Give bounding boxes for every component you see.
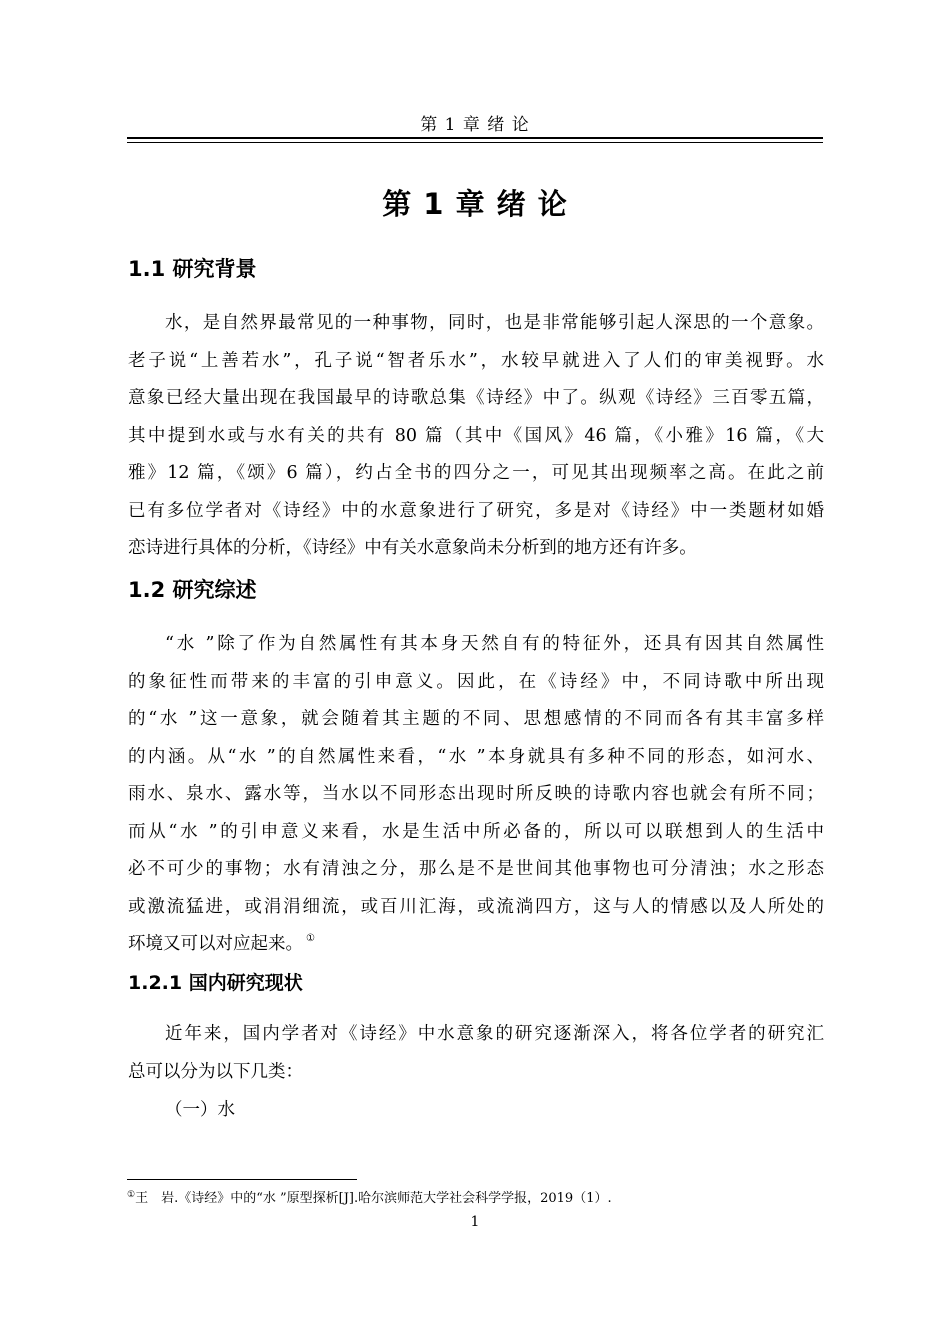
section-heading-1-1: 1.1 研究背景 — [128, 257, 257, 281]
running-header: 第 1 章 绪 论 — [420, 115, 530, 135]
text-line: 老子说“上善若水”，孔子说“智者乐水”，水较早就进入了人们的审美视野。水 — [128, 350, 824, 371]
footnote-text: 王 岩.《诗经》中的“水 ”原型探析[J].哈尔滨师范大学社会科学学报，2019（1）. — [135, 1191, 612, 1206]
text-line: 近年来，国内学者对《诗经》中水意象的研究逐渐深入，将各位学者的研究汇 — [165, 1024, 824, 1044]
subsection-heading-1-2-1: 1.2.1 国内研究现状 — [128, 972, 303, 994]
page-number: 1 — [470, 1214, 480, 1230]
header-rule-thick — [127, 137, 823, 139]
text-line: 恋诗进行具体的分析，《诗经》中有关水意象尚未分析到的地方还有许多。 — [128, 538, 697, 558]
text-line: 雅》12 篇，《颂》6 篇），约占全书的四分之一，可见其出现频率之高。在此之前 — [128, 463, 824, 483]
list-item-water: （一）水 — [165, 1100, 235, 1120]
text-line-last — [128, 926, 824, 964]
paragraph-research-review — [128, 626, 824, 964]
text-line: 必不可少的事物；水有清浊之分，那么是不是世间其他事物也可分清浊；水之形态 — [128, 859, 824, 879]
footnote-rule — [127, 1179, 357, 1180]
chapter-title: 第 1 章 绪 论 — [382, 187, 568, 221]
text-line: 的象征性而带来的丰富的引申意义。因此，在《诗经》中，不同诗歌中所出现 — [128, 671, 824, 692]
section-heading-1-2: 1.2 研究综述 — [128, 578, 257, 602]
text-line: 的“水 ”这一意象，就会随着其主题的不同、思想感情的不同而各有其丰富多样 — [128, 709, 824, 729]
text-line: 而从“水 ”的引申意义来看，水是生活中所必备的，所以可以联想到人的生活中 — [128, 821, 824, 842]
text-line: 其中提到水或与水有关的共有 80 篇（其中《国风》46 篇，《小雅》16 篇，《大 — [128, 425, 824, 446]
footnote-reference[interactable]: ① — [306, 933, 315, 944]
text-line: “水 ”除了作为自然属性有其本身天然自有的特征外，还具有因其自然属性 — [165, 634, 824, 654]
text-line: 水，是自然界最常见的一种事物，同时，也是非常能够引起人深思的一个意象。 — [165, 313, 824, 333]
footnote — [127, 1190, 823, 1208]
text-line: 已有多位学者对《诗经》中的水意象进行了研究，多是对《诗经》中一类题材如婚 — [128, 500, 824, 521]
text-line-content: 环境又可以对应起来。 — [128, 934, 303, 954]
text-line: 总可以分为以下几类： — [128, 1061, 303, 1082]
text-line: 意象已经大量出现在我国最早的诗歌总集《诗经》中了。纵观《诗经》三百零五篇， — [128, 388, 824, 408]
footnote-marker: ① — [127, 1190, 136, 1200]
paragraph-domestic-research — [128, 1016, 824, 1091]
text-line: 的内涵。从“水 ”的自然属性来看，“水 ”本身就具有多种不同的形态，如河水、 — [128, 746, 824, 767]
header-rule-thin — [127, 142, 823, 143]
text-line: 雨水、泉水、露水等，当水以不同形态出现时所反映的诗歌内容也就会有所不同； — [128, 784, 824, 804]
paragraph-research-background — [128, 305, 824, 568]
text-line: 或激流猛进，或涓涓细流，或百川汇海，或流淌四方，这与人的情感以及人所处的 — [128, 896, 824, 917]
